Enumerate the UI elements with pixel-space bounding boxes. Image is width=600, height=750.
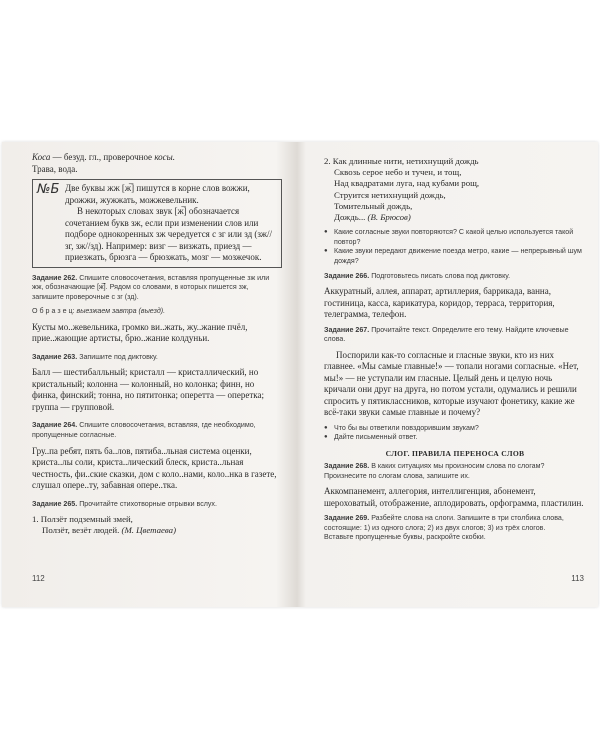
task-263-body: Балл — шестибалльный; кристалл — кристаллический, но кристальный; колонна — колонный, но колонка; финн, но финка, финский; тонна, но пятитонка; оперетта — оперетка; группа — групповой. (32, 367, 264, 412)
task-266-instruction: Задание 266. Подготовьтесь писать слова под диктовку. (324, 271, 511, 280)
question-3: ● Что бы вы ответили повздорившим звукам? (324, 424, 586, 434)
section-heading: СЛОГ. ПРАВИЛА ПЕРЕНОСА СЛОВ (385, 449, 525, 459)
task-264-body: Гру..па ребят, пять ба..лов, пятиба..льная система оценки, криста..лы соли, криста..лический блеск, криста..льная честность, фи..ские сказки, дом с коло..нами, коло..нка в газете, слушал опере..ту, забавная опере..тка. (32, 445, 277, 491)
right-page (302, 142, 598, 607)
task-265-instruction: Задание 265. Прочитайте стихотворные отрывки вслух. (32, 499, 217, 508)
rule-box (32, 179, 282, 268)
page-number-left: 112 (32, 574, 45, 583)
intro-line-1: Коса — безуд. гл., проверочное косы. (32, 152, 176, 162)
poem-2-line-3: Над квадратами луга, над кубами рощ, (334, 178, 480, 189)
poem-1-line-2: Ползёт, везёт людей. (М. Цветаева) (42, 525, 176, 536)
nb-marker: №Б (37, 182, 60, 197)
poem-2-line-1: 2. Как длинные нити, нетихнущий дождь (324, 156, 479, 166)
poem-2-line-4: Струится нетихнущий дождь, (334, 189, 446, 200)
poem-2-line-5: Томительный дождь, (334, 200, 413, 211)
question-2: ● Какие звуки передают движение поезда метро, какие — непрерывный шум дождя? (324, 247, 586, 266)
rule-paragraph-2: В некоторых словах звук [ж̅] обозначается сочетанием букв зж, если при изменении слов или подборе однокоренных зж чередуется с зг или зд (зж//зг, зж//зд). Например: визг — визжать, приезд — приезжать, брюзга — брюзжать, мозг — мозжечок. (65, 206, 273, 262)
question-4: ● Дайте письменный ответ. (324, 433, 586, 443)
word-kosa: Коса (32, 152, 51, 162)
task-267-instruction: Задание 267. Прочитайте текст. Определите его тему. Найдите ключевые слова. (324, 325, 569, 344)
task-267-body: Поспорили как-то согласные и гласные звуки, кто из них главнее. «Мы самые главные!» — топали ногами согласные. «Нет, мы!» — не уступали им гласные. Целый день и целую ночь кричали они друг на друга, но потом устали, одумались и решили спросить у пятиклассников, которые изучают фонетику, какие же всё-таки звуки самые главные и почему? (324, 349, 579, 418)
left-page (2, 142, 298, 607)
poem-2-line-6: Дождь... (В. Брюсов) (334, 212, 411, 223)
intro-line-2: Трава, вода. (32, 163, 78, 174)
task-262-body: Кусты мо..жевельника, громко ви..жать, жу..жание пчёл, прие..жающие артисты, брю..жание колдуньи. (32, 321, 248, 344)
book-spread (2, 142, 598, 607)
task-269-instruction: Задание 269. Разбейте слова на слоги. Запишите в три столбика слова, состоящие: 1) из одного слога; 2) из двух слогов; 3) из трёх слогов. (324, 514, 564, 532)
task-262-instruction: Задание 262. Спишите словосочетания, вставляя пропущенные зж или жж, обозначающие [ж̅]. Рядом со словами, в которых пишется зж, запишите проверочные с зг (зд). (32, 273, 270, 301)
poem-1-line-1: 1. Ползёт подземный змей, (32, 514, 133, 525)
question-1: ● Какие согласные звуки повторяются? С какой целью используется такой повтор? (324, 228, 586, 247)
rule-paragraph-1: Две буквы жж [ж̅] пишутся в корне слов вожжи, дрожжи, жужжать, можжевельник. (65, 183, 250, 205)
task-264-instruction: Задание 264. Спишите словосочетания, вставляя, где необходимо, пропущенные согласные. (32, 421, 256, 440)
task-262-sample: О б р а з е ц: выезжаем завтра (выезд). (32, 307, 166, 316)
task-268-instruction: Задание 268. В каких ситуациях мы произносим слова по слогам? Произнесите по слогам слова, запишите их. (324, 462, 545, 480)
task-266-body: Аккуратный, аллея, аппарат, артиллерия, баррикада, ванна, гостиница, касса, карикатура, коридор, терраса, территория, телеграмма, телефон. (324, 286, 555, 320)
poem-2-line-2: Сквозь серое небо и тучен, и тощ, (334, 167, 462, 178)
page-number-right: 113 (571, 574, 584, 583)
task-269-extra: Вставьте пропущенные буквы, раскройте скобки. (324, 533, 486, 542)
task-263-instruction: Задание 263. Запишите под диктовку. (32, 352, 158, 361)
task-268-body: Аккомпанемент, аллегория, интеллигенция, абонемент, шероховатый, отображение, аплодировать, орфограмма, пластилин. (324, 486, 584, 508)
